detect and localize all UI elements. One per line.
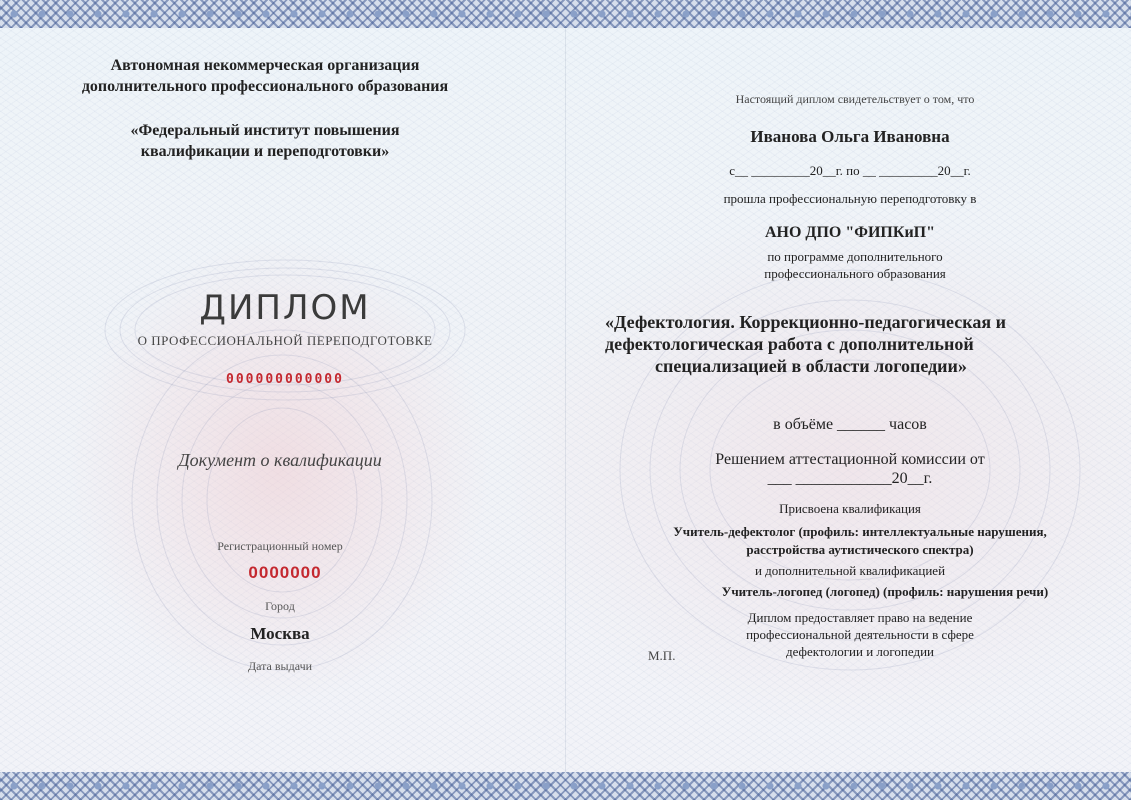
stamp-place-label: М.П. — [648, 648, 676, 663]
issue-date-label: Дата выдачи — [247, 659, 313, 673]
main-qualification — [615, 523, 1105, 559]
diploma-serial-number: 000000000000 — [226, 372, 344, 387]
program-title-line-1: «Дефектология. Коррекционно-педагогическая и — [605, 312, 1006, 332]
registration-number-label: Регистрационный номер — [217, 539, 343, 553]
program-title-line-3: специализацией в области логопедии» — [655, 356, 967, 376]
inst-line-1: «Федеральный институт повышения — [130, 122, 400, 139]
city-value: Москва — [250, 624, 310, 643]
qualification-assigned-label: Присвоена квалификация — [779, 501, 921, 516]
rights-line-1: Диплом предоставляет право на ведение — [747, 610, 973, 625]
registration-number-value: 0000000 — [248, 563, 322, 582]
rights-line-3: дефектологии и логопедии — [786, 644, 934, 659]
program-label-line-2: профессионального образования — [764, 266, 946, 281]
rights-line-2: профессиональной деятельности в сфере — [746, 627, 974, 642]
main-qualification-line-1: Учитель-дефектолог (профиль: интеллектуальные нарушения, — [673, 524, 1047, 539]
document-qualification-label: Документ о квалификации — [178, 450, 382, 470]
org-line-2: дополнительного профессионального образования — [81, 78, 449, 95]
diploma-subtitle: О ПРОФЕССИОНАЛЬНОЙ ПЕРЕПОДГОТОВКЕ — [137, 333, 433, 348]
diploma-title: ДИПЛОМ — [199, 288, 371, 328]
institute-name — [60, 120, 470, 162]
commission-line-1: Решением аттестационной комиссии от — [715, 451, 985, 468]
program-title — [605, 311, 1115, 377]
additional-qualification: Учитель-логопед (логопед) (профиль: нарушения речи) — [721, 584, 1049, 599]
retraining-statement: прошла профессиональную переподготовку в — [723, 191, 977, 206]
program-label — [650, 248, 1060, 282]
org-line-1: Автономная некоммерческая организация — [110, 57, 420, 74]
commission-decision — [640, 450, 1060, 488]
inst-line-2: квалификации и переподготовки» — [140, 143, 390, 160]
program-title-line-2: дефектологическая работа с дополнительной — [605, 334, 974, 354]
main-qualification-line-2: расстройства аутистического спектра) — [746, 542, 974, 557]
city-label: Город — [265, 599, 295, 613]
diploma-rights — [690, 609, 1030, 660]
organization-short-name: АНО ДПО "ФИПКиП" — [764, 224, 935, 241]
holder-name: Иванова Ольга Ивановна — [750, 127, 950, 146]
program-volume: в объёме ______ часов — [773, 416, 927, 433]
program-label-line-1: по программе дополнительного — [767, 249, 943, 264]
certification-intro: Настоящий диплом свидетельствует о том, что — [735, 92, 975, 106]
study-period: с__ _________20__г. по __ _________20__г. — [729, 163, 971, 178]
organization-name — [20, 55, 510, 97]
additional-qualification-label: и дополнительной квалификацией — [754, 563, 946, 578]
commission-line-2: ___ ____________20__г. — [767, 470, 933, 487]
